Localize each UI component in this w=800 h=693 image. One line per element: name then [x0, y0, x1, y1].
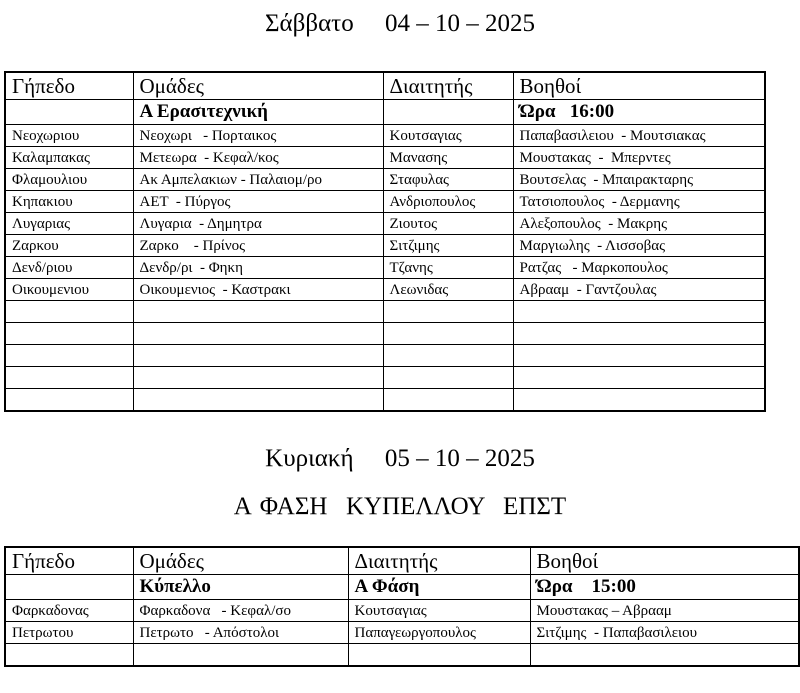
table-row-assistants-cell — [530, 644, 799, 667]
table-row-venue-cell: Λυγαριας — [5, 213, 133, 235]
header-row — [5, 547, 799, 575]
table-row — [5, 191, 765, 213]
table-row-venue-cell: Πετρωτου — [5, 622, 133, 644]
table-row-referee-cell: Σιτζιμης — [383, 235, 513, 257]
table-row-referee-cell: Λεωνιδας — [383, 279, 513, 301]
table-row-referee-cell: Ζιουτος — [383, 213, 513, 235]
table-row-assistants-cell — [513, 301, 765, 323]
saturday-schedule-table — [4, 71, 766, 412]
header-row-assistants-cell: Βοηθοί — [530, 547, 799, 575]
table-row-referee-cell: Παπαγεωργοπουλος — [348, 622, 530, 644]
header-row-referee-cell: Διαιτητής — [383, 72, 513, 100]
table-row — [5, 257, 765, 279]
subheader-row-referee-cell — [383, 100, 513, 125]
header-row-venue-cell: Γήπεδο — [5, 72, 133, 100]
table-row — [5, 213, 765, 235]
table-row-venue-cell — [5, 345, 133, 367]
table-row-assistants-cell — [513, 345, 765, 367]
header-row-referee-cell: Διαιτητής — [348, 547, 530, 575]
table-row-referee-cell: Μανασης — [383, 147, 513, 169]
table-row-teams-cell — [133, 644, 348, 667]
table-row-venue-cell — [5, 389, 133, 412]
table-row — [5, 644, 799, 667]
subheader-row-venue-cell — [5, 575, 133, 600]
table-row-venue-cell: Φαρκαδονας — [5, 600, 133, 622]
table-row — [5, 147, 765, 169]
cup-phase-title: Α ΦΑΣΗ ΚΥΠΕΛΛΟΥ ΕΠΣΤ — [233, 493, 567, 520]
table-row — [5, 279, 765, 301]
table-row-teams-cell: Πετρωτο - Απόστολοι — [133, 622, 348, 644]
table-row-assistants-cell: Τατσιοπουλος - Δερμανης — [513, 191, 765, 213]
table-row-referee-cell — [383, 323, 513, 345]
table-row — [5, 367, 765, 389]
table-row-referee-cell — [383, 301, 513, 323]
subheader-row-assistants-cell: Ώρα 15:00 — [530, 575, 799, 600]
table-row-referee-cell: Ανδριοπουλος — [383, 191, 513, 213]
table-row — [5, 169, 765, 191]
header-row-venue-cell: Γήπεδο — [5, 547, 133, 575]
table-row-venue-cell: Δενδ/ριου — [5, 257, 133, 279]
table-row-venue-cell: Φλαμουλιου — [5, 169, 133, 191]
table-row-assistants-cell: Παπαβασιλειου - Μουτσιακας — [513, 125, 765, 147]
table-row — [5, 301, 765, 323]
table-row — [5, 600, 799, 622]
subheader-row-teams-cell: Α Ερασιτεχνική — [133, 100, 383, 125]
table-row-teams-cell: Ακ Αμπελακιων - Παλαιομ/ρο — [133, 169, 383, 191]
table-row — [5, 345, 765, 367]
table-row-teams-cell — [133, 323, 383, 345]
subheader-row-assistants-cell: Ώρα 16:00 — [513, 100, 765, 125]
sunday-heading: Κυριακή 05 – 10 – 2025 — [265, 445, 535, 472]
table-row-assistants-cell: Αβρααμ - Γαντζουλας — [513, 279, 765, 301]
table-row-referee-cell: Τζανης — [383, 257, 513, 279]
table-row-venue-cell: Οικουμενιου — [5, 279, 133, 301]
table-row-teams-cell — [133, 367, 383, 389]
table-row-teams-cell: Λυγαρια - Δημητρα — [133, 213, 383, 235]
table-row-referee-cell: Κουτσαγιας — [383, 125, 513, 147]
table-row-assistants-cell — [513, 367, 765, 389]
table-row-assistants-cell: Μουστακας – Αβρααμ — [530, 600, 799, 622]
table-row — [5, 389, 765, 412]
sunday-cup-schedule-table — [4, 546, 800, 667]
table-row-teams-cell: ΑΕΤ - Πύργος — [133, 191, 383, 213]
table-row-referee-cell: Σταφυλας — [383, 169, 513, 191]
table-row-referee-cell — [383, 345, 513, 367]
header-row-teams-cell: Ομάδες — [133, 72, 383, 100]
header-row-assistants-cell: Βοηθοί — [513, 72, 765, 100]
table-row-assistants-cell: Μουστακας - Μπερντες — [513, 147, 765, 169]
table-row-assistants-cell: Ρατζας - Μαρκοπουλος — [513, 257, 765, 279]
subheader-row-referee-cell: Α Φάση — [348, 575, 530, 600]
table-row-teams-cell — [133, 345, 383, 367]
table-row-assistants-cell — [513, 389, 765, 412]
table-row-venue-cell — [5, 367, 133, 389]
table-row-assistants-cell: Βουτσελας - Μπαιρακταρης — [513, 169, 765, 191]
table-row-teams-cell — [133, 389, 383, 412]
table-row-assistants-cell: Σιτζιμης - Παπαβασιλειου — [530, 622, 799, 644]
table-row-teams-cell — [133, 301, 383, 323]
table-row-venue-cell — [5, 644, 133, 667]
table-row-venue-cell: Νεοχωριου — [5, 125, 133, 147]
table-row-referee-cell — [383, 389, 513, 412]
table-row-assistants-cell — [513, 323, 765, 345]
table-row-teams-cell: Φαρκαδονα - Κεφαλ/σο — [133, 600, 348, 622]
table-row-venue-cell — [5, 301, 133, 323]
subheader-row-teams-cell: Κύπελλο — [133, 575, 348, 600]
header-row-teams-cell: Ομάδες — [133, 547, 348, 575]
saturday-heading: Σάββατο 04 – 10 – 2025 — [265, 10, 535, 37]
table-row-venue-cell: Ζαρκου — [5, 235, 133, 257]
table-row — [5, 125, 765, 147]
table-row-referee-cell: Κουτσαγιας — [348, 600, 530, 622]
table-row-venue-cell: Κηπακιου — [5, 191, 133, 213]
table-row-venue-cell — [5, 323, 133, 345]
header-row — [5, 72, 765, 100]
table-row-venue-cell: Καλαμπακας — [5, 147, 133, 169]
table-row-teams-cell: Οικουμενιος - Καστρακι — [133, 279, 383, 301]
subheader-row-venue-cell — [5, 100, 133, 125]
table-row-assistants-cell: Μαργιωλης - Λισσοβας — [513, 235, 765, 257]
table-row-teams-cell: Δενδρ/ρι - Φηκη — [133, 257, 383, 279]
table-row — [5, 235, 765, 257]
subheader-row — [5, 575, 799, 600]
table-row-assistants-cell: Αλεξοπουλος - Μακρης — [513, 213, 765, 235]
subheader-row — [5, 100, 765, 125]
table-row-teams-cell: Μετεωρα - Κεφαλ/κος — [133, 147, 383, 169]
table-row-teams-cell: Νεοχωρι - Πορταικος — [133, 125, 383, 147]
table-row — [5, 323, 765, 345]
table-row — [5, 622, 799, 644]
table-row-teams-cell: Ζαρκο - Πρίνος — [133, 235, 383, 257]
table-row-referee-cell — [383, 367, 513, 389]
table-row-referee-cell — [348, 644, 530, 667]
